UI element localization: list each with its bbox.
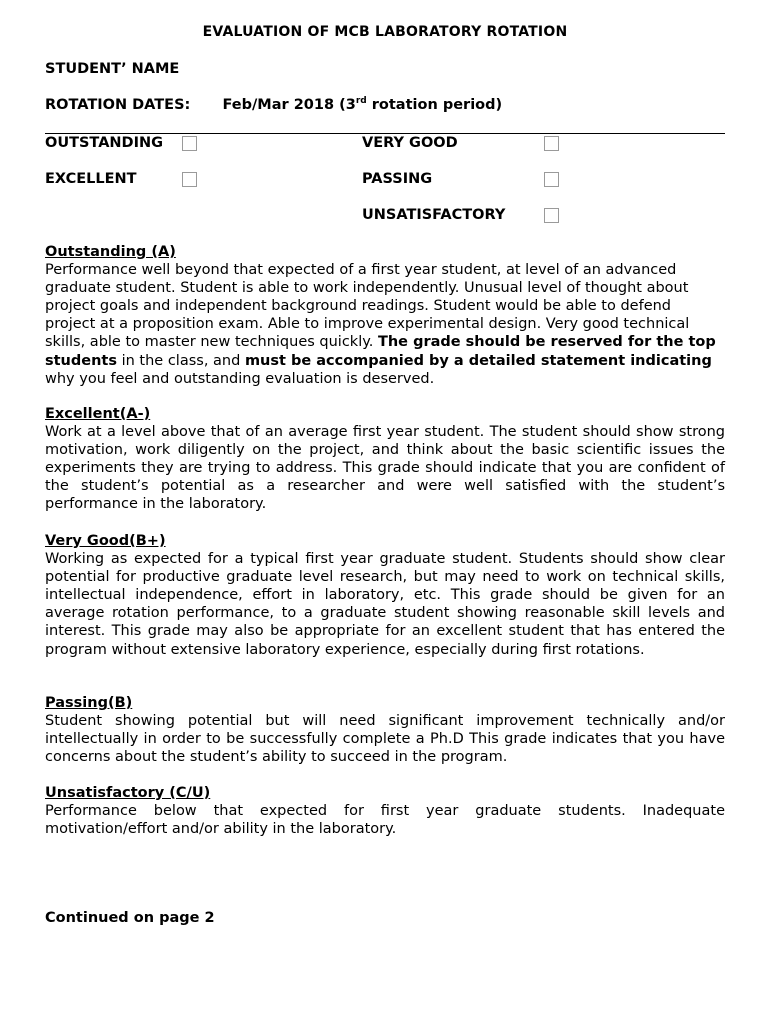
rotation-dates-row bbox=[45, 97, 502, 113]
divider-line bbox=[45, 133, 725, 134]
grade-label-passing: PASSING bbox=[362, 171, 433, 187]
student-name-label: STUDENT’ NAME bbox=[45, 61, 180, 77]
section-unsatisfactory bbox=[45, 784, 725, 838]
checkbox-passing[interactable] bbox=[544, 172, 559, 187]
section-text-excellent: Work at a level above that of an average first year student. The student should show strong motivation, work diligently on the project, and think about the basic scientific issues the experiments they are trying to address. This grade should indicate that you are confident of the student’s potential as a researcher and were well satisfied with the student’s performance in the laboratory. bbox=[45, 424, 725, 513]
section-heading-unsatisfactory: Unsatisfactory (C/U) bbox=[45, 785, 211, 801]
document-title: EVALUATION OF MCB LABORATORY ROTATION bbox=[202, 24, 568, 40]
grade-label-excellent: EXCELLENT bbox=[45, 171, 137, 187]
section-text-passing: Student showing potential but will need significant improvement technically and/or intellectually in order to be successfully complete a Ph.D This grade indicates that you have concerns about the student’s ability to succeed in the program. bbox=[45, 713, 725, 766]
section-very-good bbox=[45, 532, 725, 659]
checkbox-outstanding[interactable] bbox=[182, 136, 197, 151]
continued-note: Continued on page 2 bbox=[45, 910, 215, 926]
rotation-dates-value: Feb/Mar 2018 (3rd rotation period) bbox=[222, 96, 503, 113]
section-text-very-good: Working as expected for a typical first year graduate student. Students should show clear potential for productive graduate level research, but may need to work on technical skills, intellectual independence, effort in laboratory, etc. This grade should be given for an average rotation performance, to a graduate student showing reasonable skill levels and interest. This grade may also be appropriate for an excellent student that has entered the program without extensive laboratory experience, especially during first rotations. bbox=[45, 551, 725, 658]
section-outstanding bbox=[45, 243, 725, 388]
checkbox-very-good[interactable] bbox=[544, 136, 559, 151]
rotation-dates-label: ROTATION DATES: bbox=[45, 97, 191, 113]
checkbox-unsatisfactory[interactable] bbox=[544, 208, 559, 223]
section-heading-outstanding: Outstanding (A) bbox=[45, 244, 176, 260]
grade-label-unsatisfactory: UNSATISFACTORY bbox=[362, 207, 506, 223]
section-excellent bbox=[45, 405, 725, 514]
section-heading-passing: Passing(B) bbox=[45, 695, 133, 711]
section-text-outstanding: Performance well beyond that expected of a first year student, at level of an advanced graduate student. Student is able to work independently. Unusual level of thought about project goals and independent background readings. Student would be able to defend project at a proposition exam. Able to improve experimental design. Very good technical skills, able to master new techniques quickly. The grade should be reserved for the top students in the class, and must be accompanied by a detailed statement indicating why you feel and outstanding evaluation is deserved. bbox=[45, 262, 716, 387]
section-text-unsatisfactory: Performance below that expected for first year graduate students. Inadequate motivation/effort and/or ability in the laboratory. bbox=[45, 803, 725, 838]
section-heading-excellent: Excellent(A-) bbox=[45, 406, 151, 422]
section-passing bbox=[45, 694, 725, 766]
grade-label-very-good: VERY GOOD bbox=[362, 135, 458, 151]
grade-label-outstanding: OUTSTANDING bbox=[45, 135, 164, 151]
section-heading-very-good: Very Good(B+) bbox=[45, 533, 166, 549]
checkbox-excellent[interactable] bbox=[182, 172, 197, 187]
